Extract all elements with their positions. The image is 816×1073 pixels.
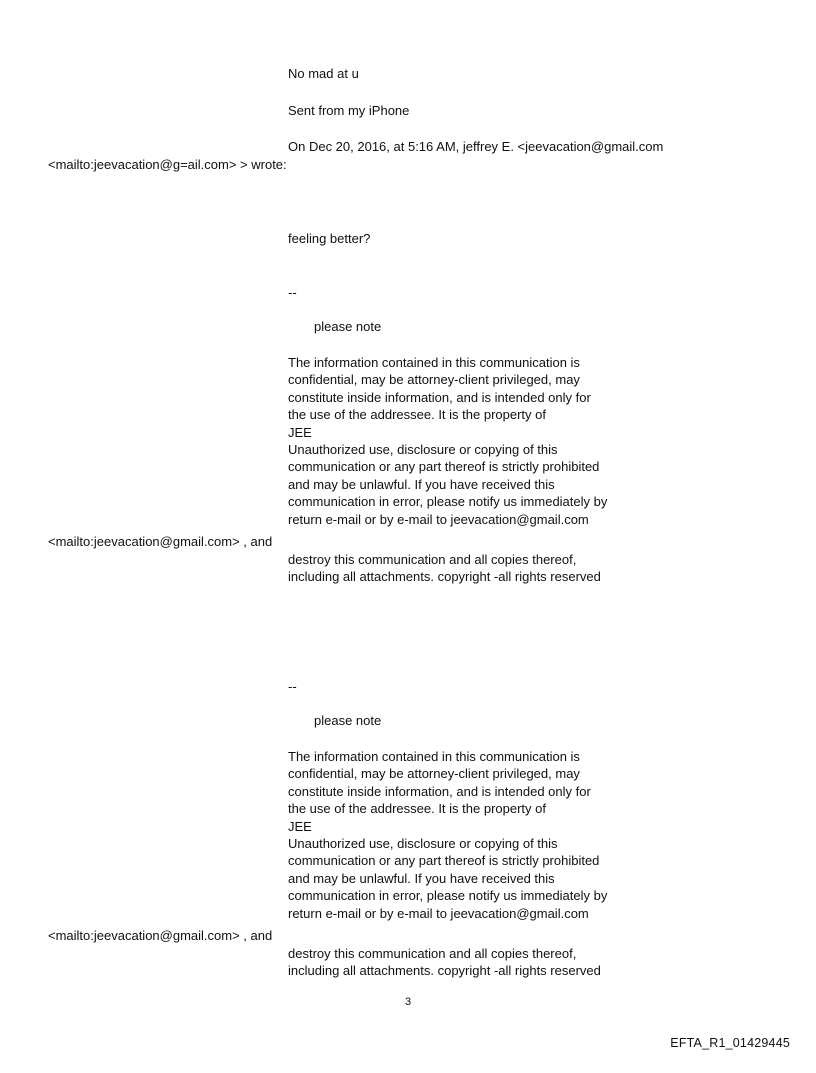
quote-header-line2: <mailto:jeevacation@g=ail.com> > wrote: — [48, 157, 287, 172]
closing-line: including all attachments. copyright -all rights reserved — [288, 569, 601, 585]
footer-notice — [288, 748, 607, 922]
footer-separator: -- — [288, 679, 297, 694]
notice-line: the use of the addressee. It is the property of — [288, 407, 546, 423]
quote-header-line1: On Dec 20, 2016, at 5:16 AM, jeffrey E. <jeevacation@gmail.com — [288, 139, 664, 154]
notice-line: JEE — [288, 424, 312, 440]
closing-line: destroy this communication and all copies thereof, — [288, 946, 577, 961]
footer-closing — [288, 551, 601, 586]
notice-line: communication in error, please notify us immediately by — [288, 888, 608, 904]
quoted-text: feeling better? — [288, 231, 371, 246]
notice-line: constitute inside information, and is intended only for — [288, 389, 591, 405]
footer-heading: please note — [314, 713, 382, 728]
page-number: 3 — [404, 996, 412, 1008]
footer-mailto-line: <mailto:jeevacation@gmail.com> , and — [48, 928, 273, 943]
footer-closing — [288, 945, 601, 980]
notice-line: and may be unlawful. If you have received this — [288, 476, 555, 492]
notice-line: communication or any part thereof is strictly prohibited — [288, 459, 600, 475]
notice-line: and may be unlawful. If you have received this — [288, 870, 555, 886]
notice-line: Unauthorized use, disclosure or copying of this — [288, 835, 558, 851]
notice-line: communication in error, please notify us immediately by — [288, 494, 608, 510]
reply-text: No mad at u — [288, 66, 359, 81]
footer-notice — [288, 354, 607, 528]
footer-separator: -- — [288, 285, 297, 300]
footer-heading: please note — [314, 319, 382, 334]
signature: Sent from my iPhone — [288, 103, 410, 118]
notice-line: The information contained in this communication is — [288, 355, 580, 370]
notice-line: communication or any part thereof is strictly prohibited — [288, 853, 600, 869]
notice-line: confidential, may be attorney-client privileged, may — [288, 766, 580, 782]
bates-number: EFTA_R1_01429445 — [670, 1036, 790, 1050]
notice-line: confidential, may be attorney-client privileged, may — [288, 372, 580, 388]
notice-line: constitute inside information, and is intended only for — [288, 783, 591, 799]
closing-line: including all attachments. copyright -all rights reserved — [288, 963, 601, 979]
notice-line: JEE — [288, 818, 312, 834]
notice-line: return e-mail or by e-mail to jeevacation@gmail.com — [288, 511, 589, 527]
notice-line: Unauthorized use, disclosure or copying of this — [288, 441, 558, 457]
footer-mailto-line: <mailto:jeevacation@gmail.com> , and — [48, 534, 273, 549]
notice-line: The information contained in this communication is — [288, 749, 580, 764]
closing-line: destroy this communication and all copies thereof, — [288, 552, 577, 567]
notice-line: the use of the addressee. It is the property of — [288, 801, 546, 817]
notice-line: return e-mail or by e-mail to jeevacation@gmail.com — [288, 905, 589, 921]
